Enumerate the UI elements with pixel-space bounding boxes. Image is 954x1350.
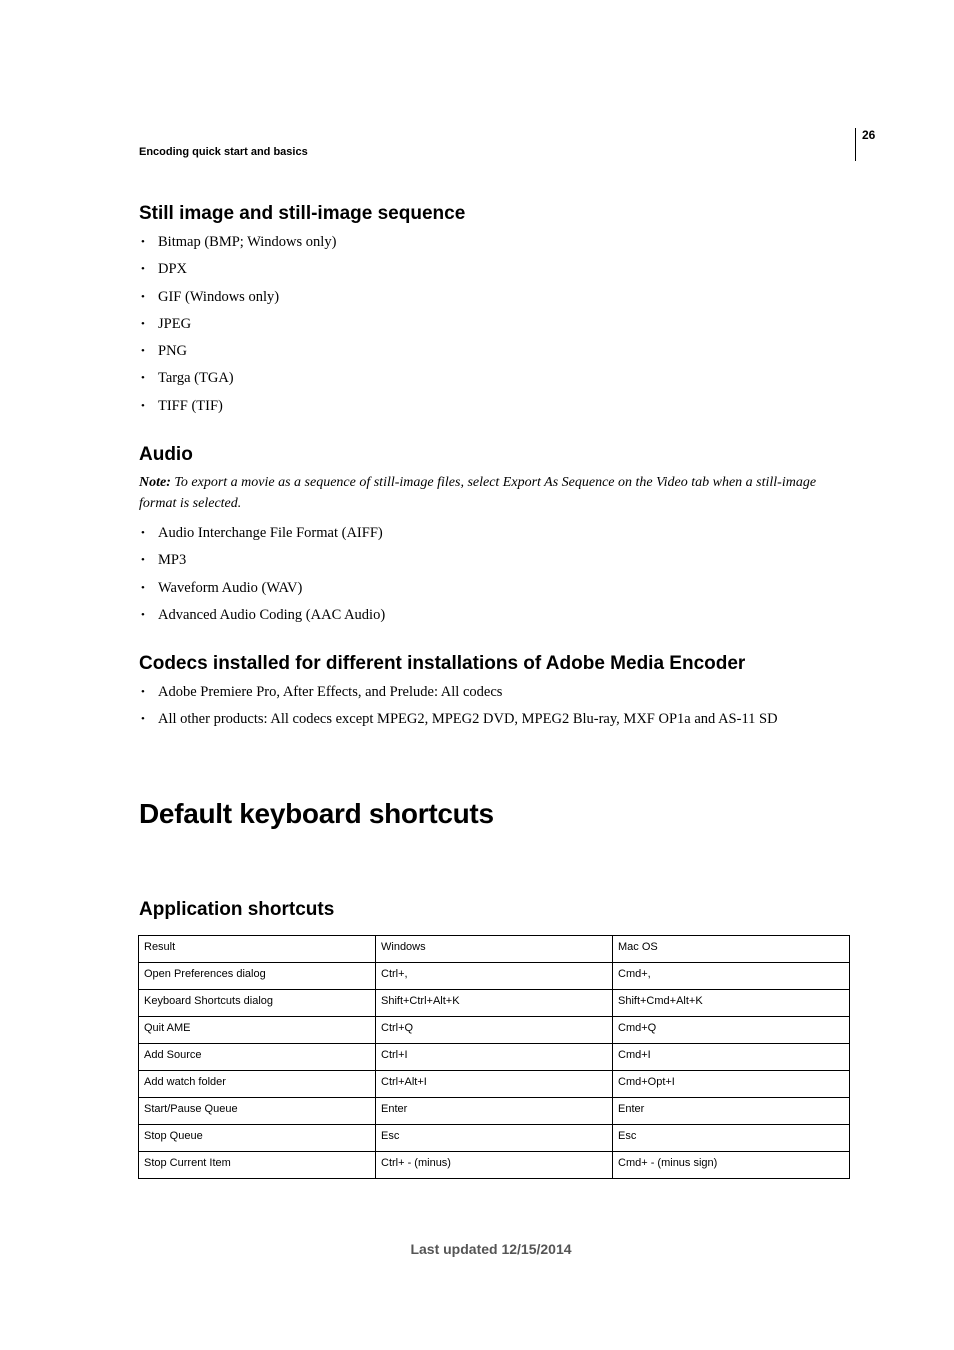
note-text: To export a movie as a sequence of still-image files, select Export As Sequence on the Video tab when a still-image format is selected. — [139, 475, 817, 511]
list-item: • GIF (Windows only) — [139, 288, 336, 315]
table-row — [139, 1125, 850, 1152]
table-cell: Cmd+Q — [613, 1017, 850, 1044]
list-item: • Adobe Premiere Pro, After Effects, and Prelude: All codecs — [139, 683, 778, 710]
audio-heading: Audio — [139, 444, 193, 465]
table-row — [139, 1044, 850, 1071]
table-row — [139, 963, 850, 990]
table-cell: Stop Current Item — [139, 1152, 376, 1179]
codecs-list — [139, 683, 778, 738]
table-cell: Open Preferences dialog — [139, 963, 376, 990]
table-cell: Add watch folder — [139, 1071, 376, 1098]
page-footer — [0, 1241, 954, 1257]
table-cell: Enter — [376, 1098, 613, 1125]
table-cell: Ctrl+, — [376, 963, 613, 990]
table-header-cell: Result — [139, 936, 376, 963]
still-image-list — [139, 233, 336, 424]
table-cell: Cmd+I — [613, 1044, 850, 1071]
table-cell: Quit AME — [139, 1017, 376, 1044]
table-row — [139, 1152, 850, 1179]
list-item: • Bitmap (BMP; Windows only) — [139, 233, 336, 260]
table-cell: Shift+Cmd+Alt+K — [613, 990, 850, 1017]
table-cell: Enter — [613, 1098, 850, 1125]
page-number-rule — [855, 128, 856, 161]
list-item: • Advanced Audio Coding (AAC Audio) — [139, 606, 385, 633]
table-cell: Add Source — [139, 1044, 376, 1071]
list-item: • DPX — [139, 260, 336, 287]
list-item: • PNG — [139, 342, 336, 369]
table-cell: Stop Queue — [139, 1125, 376, 1152]
table-header-cell: Windows — [376, 936, 613, 963]
list-item: • JPEG — [139, 315, 336, 342]
table-header-row — [139, 936, 850, 963]
table-cell: Esc — [613, 1125, 850, 1152]
table-cell: Ctrl+I — [376, 1044, 613, 1071]
chapter-title: Default keyboard shortcuts — [139, 798, 494, 829]
table-row — [139, 1017, 850, 1044]
page-number: 26 — [862, 128, 876, 142]
codecs-heading: Codecs installed for different installations of Adobe Media Encoder — [139, 653, 746, 674]
table-row — [139, 1071, 850, 1098]
list-item: • MP3 — [139, 551, 385, 578]
table-header-cell: Mac OS — [613, 936, 850, 963]
audio-list — [139, 524, 385, 633]
table-cell: Ctrl+Q — [376, 1017, 613, 1044]
table-cell: Keyboard Shortcuts dialog — [139, 990, 376, 1017]
table-cell: Cmd+Opt+I — [613, 1071, 850, 1098]
list-item: • Targa (TGA) — [139, 369, 336, 396]
table-cell: Ctrl+Alt+I — [376, 1071, 613, 1098]
list-item: • Audio Interchange File Format (AIFF) — [139, 524, 385, 551]
table-row — [139, 1098, 850, 1125]
shortcuts-table — [138, 935, 850, 1179]
running-header: Encoding quick start and basics — [139, 146, 308, 158]
note-label: Note: — [139, 475, 171, 490]
list-item: • TIFF (TIF) — [139, 397, 336, 424]
list-item: • All other products: All codecs except MPEG2, MPEG2 DVD, MPEG2 Blu-ray, MXF OP1a and AS-11 SD — [139, 710, 778, 737]
table-cell: Shift+Ctrl+Alt+K — [376, 990, 613, 1017]
table-cell: Ctrl+ - (minus) — [376, 1152, 613, 1179]
table-cell: Cmd+ - (minus sign) — [613, 1152, 850, 1179]
list-item: • Waveform Audio (WAV) — [139, 579, 385, 606]
audio-note — [139, 473, 851, 514]
table-cell: Start/Pause Queue — [139, 1098, 376, 1125]
last-updated: Last updated 12/15/2014 — [410, 1241, 572, 1257]
table-cell: Cmd+, — [613, 963, 850, 990]
table-cell: Esc — [376, 1125, 613, 1152]
still-image-heading: Still image and still-image sequence — [139, 203, 466, 224]
application-shortcuts-heading: Application shortcuts — [139, 899, 335, 920]
table-row — [139, 990, 850, 1017]
